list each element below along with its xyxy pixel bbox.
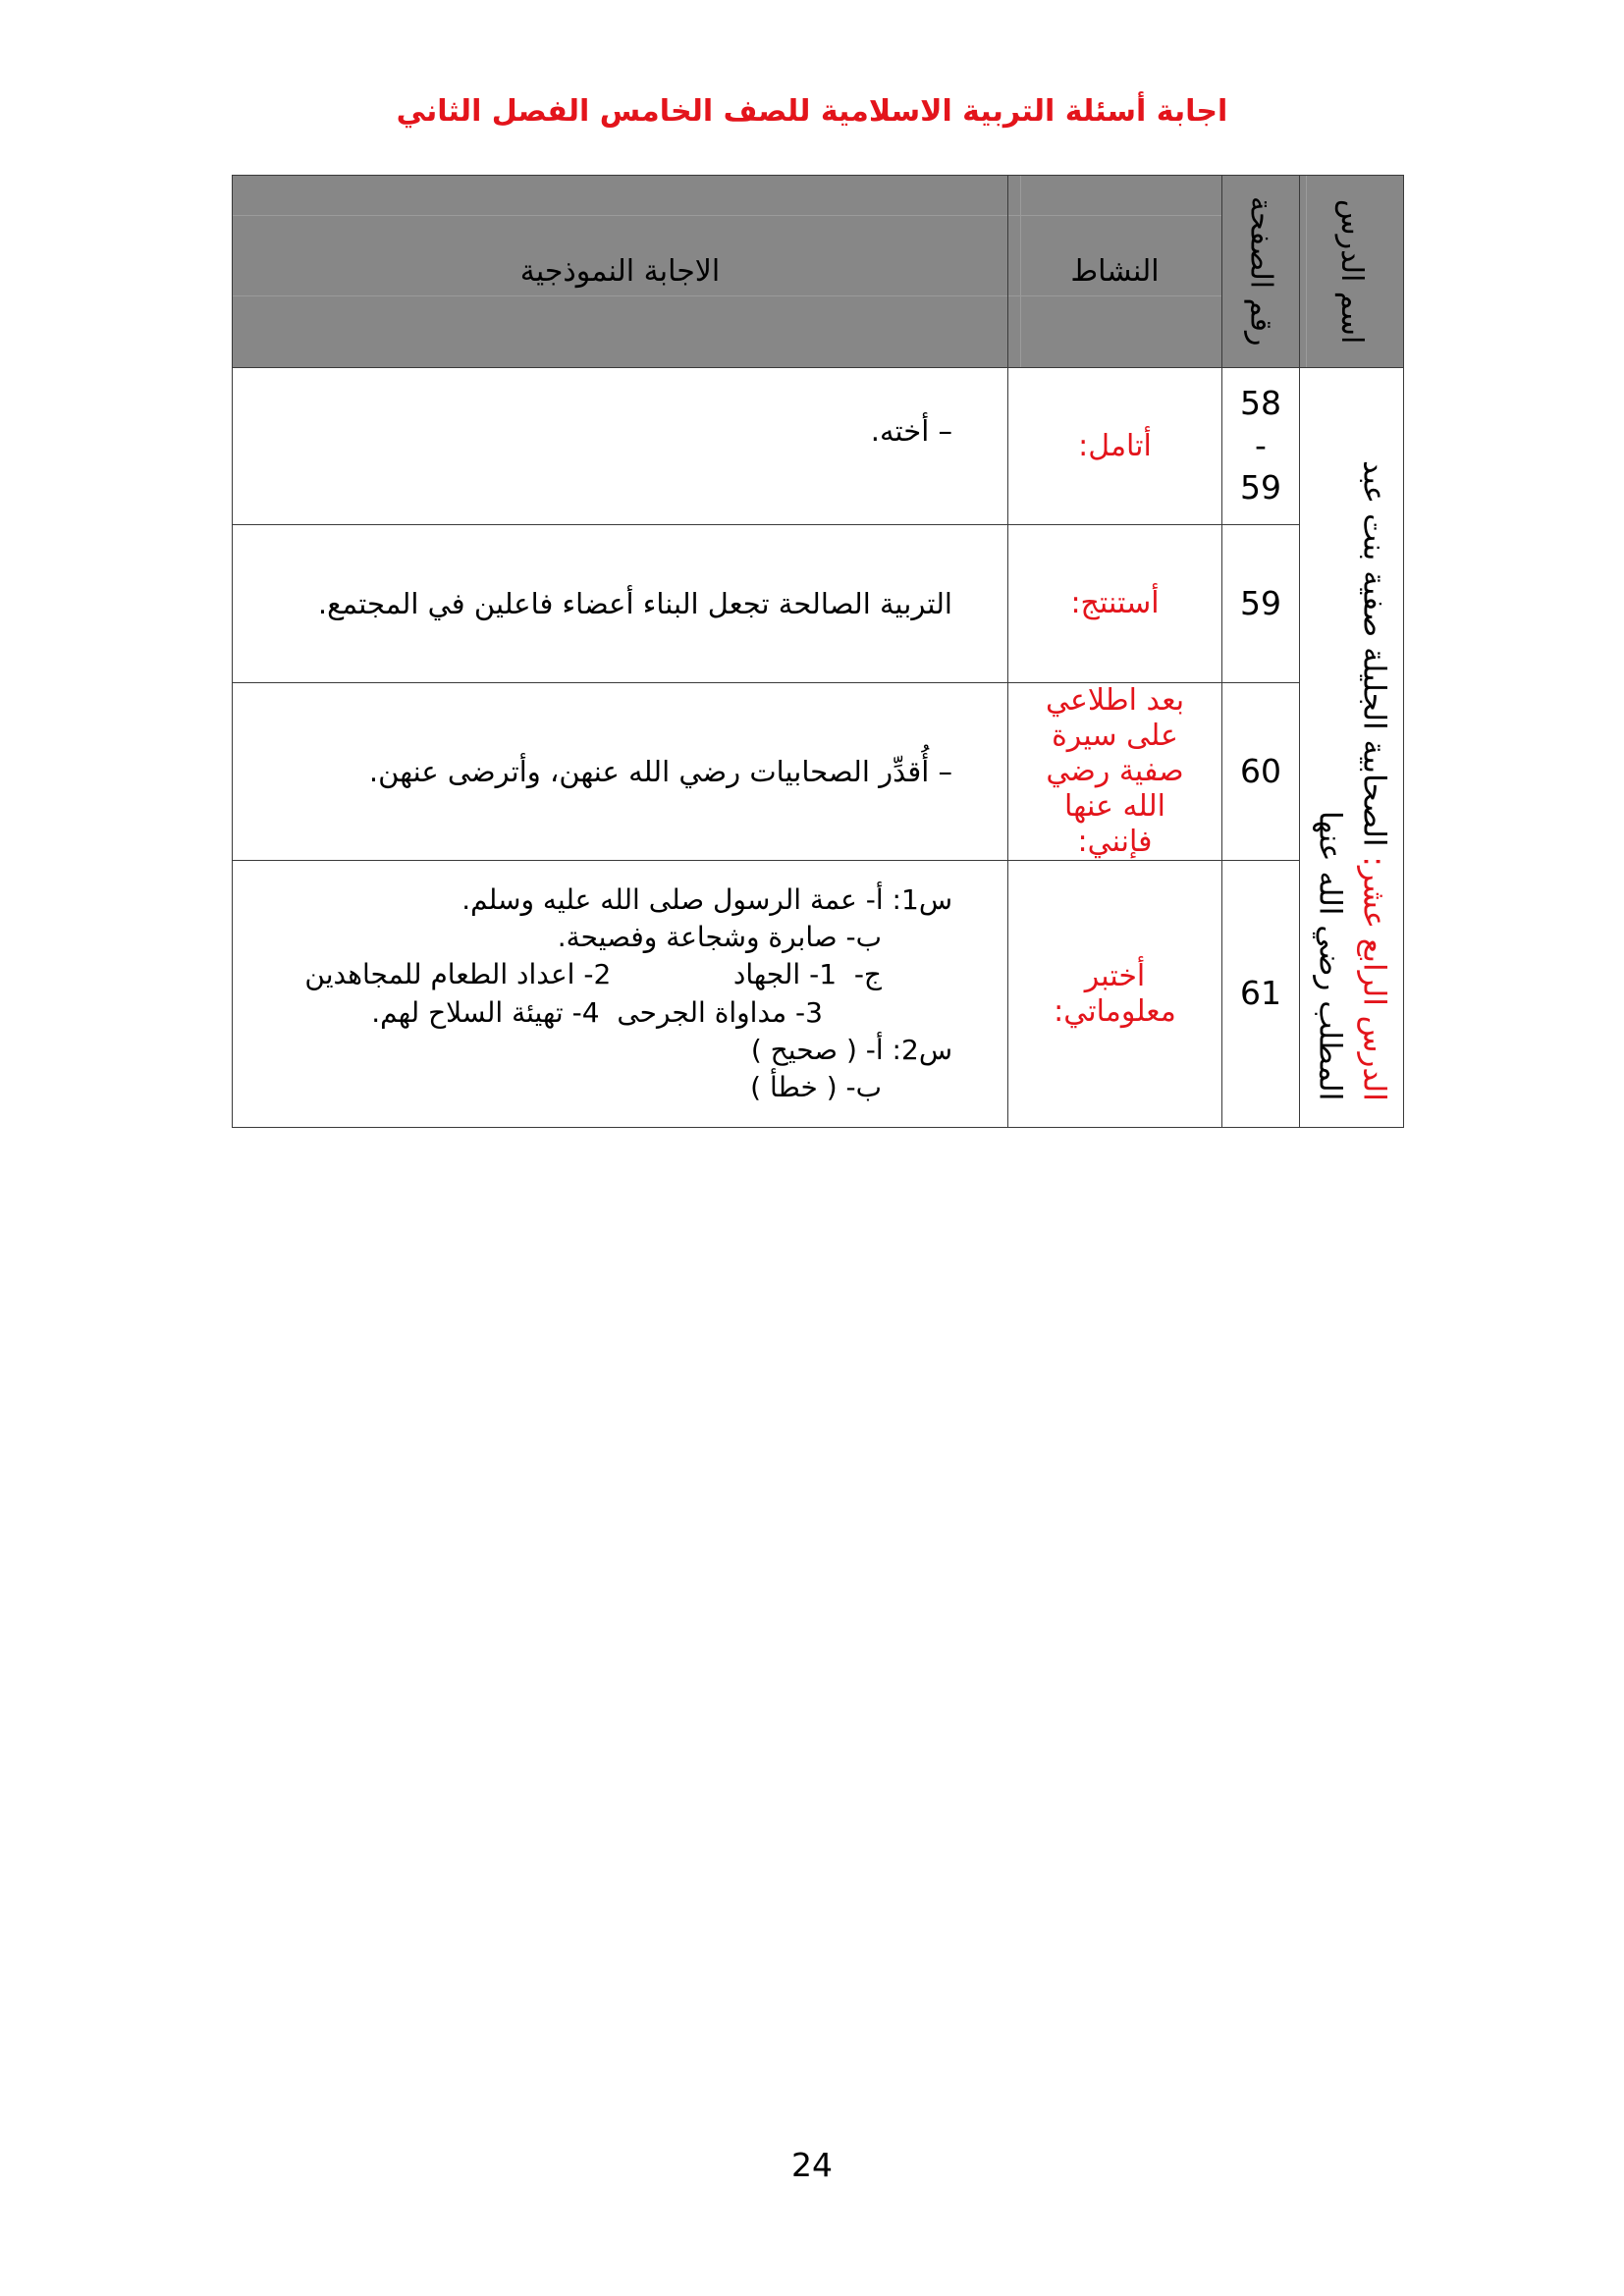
activity-label: أتامل: <box>1078 428 1152 463</box>
activity-label: أختبر معلوماتي: <box>1054 958 1176 1029</box>
page-number-text: 59 <box>1240 467 1281 507</box>
page-number-text: 58 <box>1240 384 1281 423</box>
activity-cell <box>1008 861 1222 1128</box>
header-page-number <box>1222 176 1300 368</box>
lesson-name-cell <box>1300 368 1404 1128</box>
page-number-cell <box>1222 861 1300 1128</box>
page-number: 24 <box>791 2146 833 2184</box>
answer-cell <box>233 368 1008 525</box>
answer-line: س2: أ- ( صحيح ) <box>750 1033 952 1066</box>
activity-cell <box>1008 368 1222 525</box>
page-number-text: 59 <box>1240 583 1281 622</box>
page-number-cell <box>1222 525 1300 683</box>
lesson-title: الصحابية الجليلة صفية بنت عبد المطلب رضي الله عنها <box>1312 459 1392 1101</box>
answer-line: ب- صابرة وشجاعة وفصيحة. <box>557 921 882 954</box>
page-number-cell <box>1222 368 1300 525</box>
page-number-text: 61 <box>1240 974 1281 1013</box>
header-activity <box>1008 176 1222 368</box>
page-number-text: - <box>1255 426 1267 465</box>
table-row <box>233 683 1404 861</box>
activity-label: بعد اطلاعي على سيرة صفية رضي الله عنها فإنني: <box>1045 683 1185 859</box>
table-row <box>233 525 1404 683</box>
answer-line: ج- 1- الجهاد 2- اعداد الطعام للمجاهدين <box>304 958 882 991</box>
activity-cell <box>1008 683 1222 861</box>
answer-line: التربية الصالحة تجعل البناء أعضاء فاعلين في المجتمع. <box>317 586 952 620</box>
activity-cell <box>1008 525 1222 683</box>
header-model-answer-label: الاجابة النموذجية <box>519 254 721 289</box>
lesson-name <box>1308 395 1396 1101</box>
answer-cell <box>233 525 1008 683</box>
answer-line: – أخته. <box>870 414 952 448</box>
answer-line: – أُقدِّر الصحابيات رضي الله عنهن، وأترضى عنهن. <box>368 754 952 788</box>
header-lesson-name <box>1300 176 1404 368</box>
page-number-text: 60 <box>1240 751 1281 790</box>
answers-table <box>232 175 1404 1128</box>
answer-cell <box>233 861 1008 1128</box>
answer-line: 3- مداواة الجرحى 4- تهيئة السلاح لهم. <box>371 995 823 1029</box>
answer-cell <box>233 683 1008 861</box>
header-page-number-label: رقم الصفحة <box>1243 196 1278 347</box>
table-row <box>233 368 1404 525</box>
header-lesson-name-label: اسم الدرس <box>1334 198 1369 345</box>
table-row <box>233 861 1404 1128</box>
page-title: اجابة أسئلة التربية الاسلامية للصف الخامس الفصل الثاني <box>396 94 1228 129</box>
header-model-answer <box>233 176 1008 368</box>
header-row <box>233 176 1404 368</box>
page-number-cell <box>1222 683 1300 861</box>
activity-label: أستنتج: <box>1070 586 1160 620</box>
answer-line: س1: أ- عمة الرسول صلى الله عليه وسلم. <box>461 883 952 917</box>
lesson-number: الدرس الرابع عشر: <box>1356 846 1392 1101</box>
header-activity-label: النشاط <box>1070 254 1160 289</box>
answer-line: ب- ( خطأ ) <box>750 1070 882 1103</box>
